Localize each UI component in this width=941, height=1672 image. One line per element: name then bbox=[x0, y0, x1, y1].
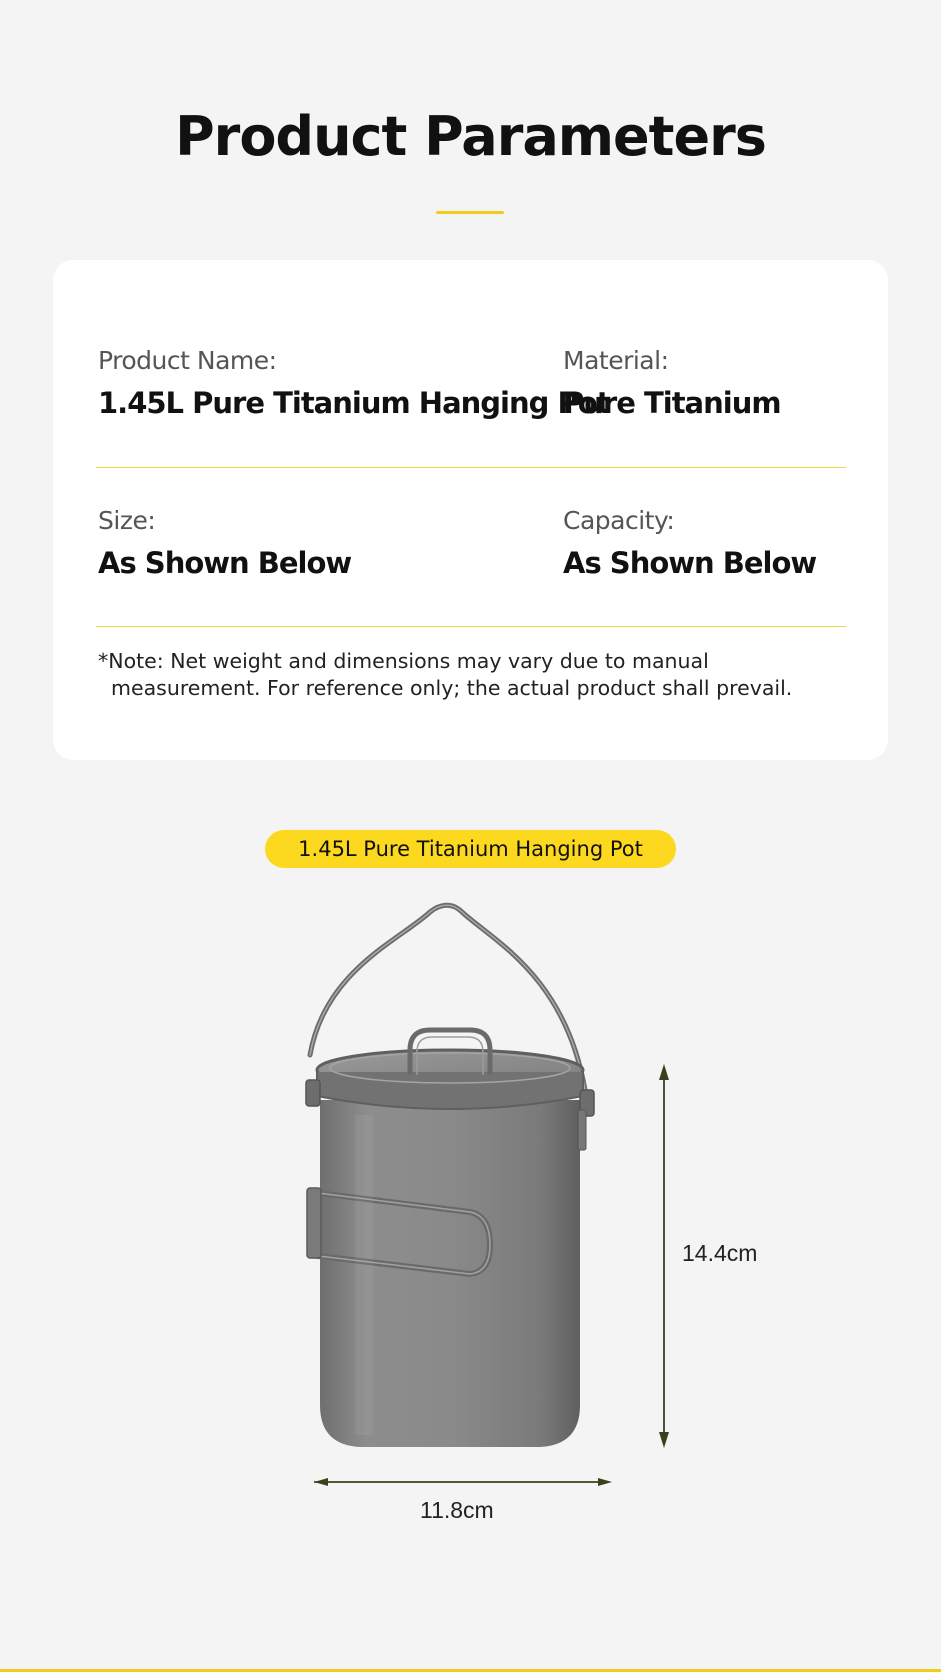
capacity-label: Capacity: bbox=[563, 506, 675, 535]
title-underline bbox=[436, 211, 504, 214]
parameters-card bbox=[53, 260, 888, 760]
note-line: measurement. For reference only; the actual product shall prevail. bbox=[111, 676, 793, 700]
capacity-value: As Shown Below bbox=[563, 546, 817, 580]
width-dimension-arrow bbox=[314, 1478, 612, 1486]
product-name-label: Product Name: bbox=[98, 346, 277, 375]
material-value: Pure Titanium bbox=[563, 386, 781, 420]
product-name-badge: 1.45L Pure Titanium Hanging Pot bbox=[265, 830, 676, 868]
divider bbox=[96, 626, 846, 627]
disclaimer-note bbox=[98, 648, 858, 702]
material-label: Material: bbox=[563, 346, 669, 375]
height-dimension-arrow bbox=[659, 1064, 669, 1448]
note-line: *Note: Net weight and dimensions may vary due to manual bbox=[98, 649, 709, 673]
size-label: Size: bbox=[98, 506, 156, 535]
titanium-pot-image bbox=[280, 900, 800, 1540]
width-dimension-label: 11.8cm bbox=[420, 1497, 494, 1523]
size-value: As Shown Below bbox=[98, 546, 352, 580]
height-dimension-label: 14.4cm bbox=[682, 1240, 758, 1266]
product-name-value: 1.45L Pure Titanium Hanging Pot bbox=[98, 386, 610, 420]
page-title: Product Parameters bbox=[175, 105, 766, 168]
divider bbox=[96, 467, 846, 468]
